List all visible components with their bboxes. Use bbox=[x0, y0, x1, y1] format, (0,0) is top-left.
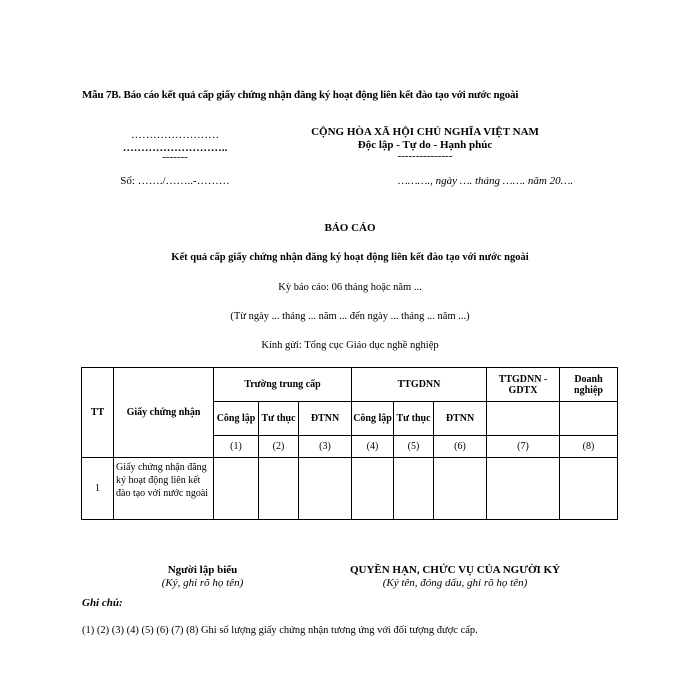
agency-rule: ------- bbox=[162, 151, 188, 163]
col-number-2: (2) bbox=[259, 436, 299, 458]
cell-2 bbox=[259, 458, 299, 520]
sub-tu-thuc-2: Tư thục bbox=[394, 402, 434, 436]
sub-dtnn-1: ĐTNN bbox=[299, 402, 352, 436]
row-tt: 1 bbox=[82, 458, 114, 520]
col-number-8: (8) bbox=[560, 436, 618, 458]
col-number-4: (4) bbox=[352, 436, 394, 458]
col-tt-header: TT bbox=[82, 368, 114, 458]
signer-note: (Ký tên, đóng dấu, ghi rõ họ tên) bbox=[382, 577, 528, 589]
agency-name-line: …………………… bbox=[131, 129, 219, 141]
national-motto: Độc lập - Tự do - Hạnh phúc bbox=[357, 139, 493, 151]
sub-empty-8 bbox=[560, 402, 618, 436]
table-row bbox=[82, 458, 618, 520]
col-number-7: (7) bbox=[487, 436, 560, 458]
col-number-3: (3) bbox=[299, 436, 352, 458]
col-certificate-header: Giấy chứng nhận bbox=[114, 368, 214, 458]
signer-title: QUYỀN HẠN, CHỨC VỤ CỦA NGƯỜI KÝ bbox=[349, 564, 561, 576]
sub-cong-lap-2: Công lập bbox=[352, 402, 394, 436]
col-number-5: (5) bbox=[394, 436, 434, 458]
cell-4 bbox=[352, 458, 394, 520]
note-title: Ghi chú: bbox=[82, 597, 123, 609]
report-table bbox=[81, 367, 618, 520]
col-number-6: (6) bbox=[434, 436, 487, 458]
form-title: Mẫu 7B. Báo cáo kết quả cấp giấy chứng nhận đăng ký hoạt động liên kết đào tạo với nước ngoài bbox=[82, 89, 519, 101]
preparer-note: (Ký, ghi rõ họ tên) bbox=[161, 577, 244, 589]
sub-tu-thuc-1: Tư thục bbox=[259, 402, 299, 436]
row-certificate-label: Giấy chứng nhận đăng ký hoạt động liên kết đào tạo với nước ngoài bbox=[114, 458, 214, 520]
note-text: (1) (2) (3) (4) (5) (6) (7) (8) Ghi số lượng giấy chứng nhận tương ứng với đối tượng được cấp. bbox=[82, 625, 478, 636]
report-heading: BÁO CÁO bbox=[324, 222, 376, 234]
sub-dtnn-2: ĐTNN bbox=[434, 402, 487, 436]
col-number-1: (1) bbox=[214, 436, 259, 458]
report-subject: Kết quả cấp giấy chứng nhận đăng ký hoạt động liên kết đào tạo với nước ngoài bbox=[171, 252, 529, 263]
cell-6 bbox=[434, 458, 487, 520]
cell-1 bbox=[214, 458, 259, 520]
sub-cong-lap-1: Công lập bbox=[214, 402, 259, 436]
country-name: CỘNG HÒA XÃ HỘI CHỦ NGHĨA VIỆT NAM bbox=[311, 126, 539, 138]
group-ttgdnn-gdtx-header: TTGDNN - GDTX bbox=[487, 368, 560, 402]
cell-3 bbox=[299, 458, 352, 520]
motto-rule: --------------- bbox=[397, 150, 453, 162]
document-number: Số: ……./……..-……… bbox=[120, 175, 230, 187]
cell-7 bbox=[487, 458, 560, 520]
group-trung-cap-header: Trường trung cấp bbox=[214, 368, 352, 402]
group-doanh-nghiep-header: Doanh nghiệp bbox=[560, 368, 618, 402]
report-recipient: Kính gửi: Tổng cục Giáo dục nghề nghiệp bbox=[261, 340, 439, 351]
group-ttgdnn-header: TTGDNN bbox=[352, 368, 487, 402]
cell-8 bbox=[560, 458, 618, 520]
place-date-line: ………., ngày …. tháng ……. năm 20…. bbox=[398, 175, 574, 187]
report-period: Kỳ báo cáo: 06 tháng hoặc năm ... bbox=[278, 282, 422, 293]
report-date-range: (Từ ngày ... tháng ... năm ... đến ngày ... tháng ... năm ...) bbox=[230, 311, 470, 322]
sub-empty-7 bbox=[487, 402, 560, 436]
preparer-title: Người lập biểu bbox=[167, 564, 238, 576]
agency-subname-line: ……………………….. bbox=[122, 142, 228, 154]
cell-5 bbox=[394, 458, 434, 520]
